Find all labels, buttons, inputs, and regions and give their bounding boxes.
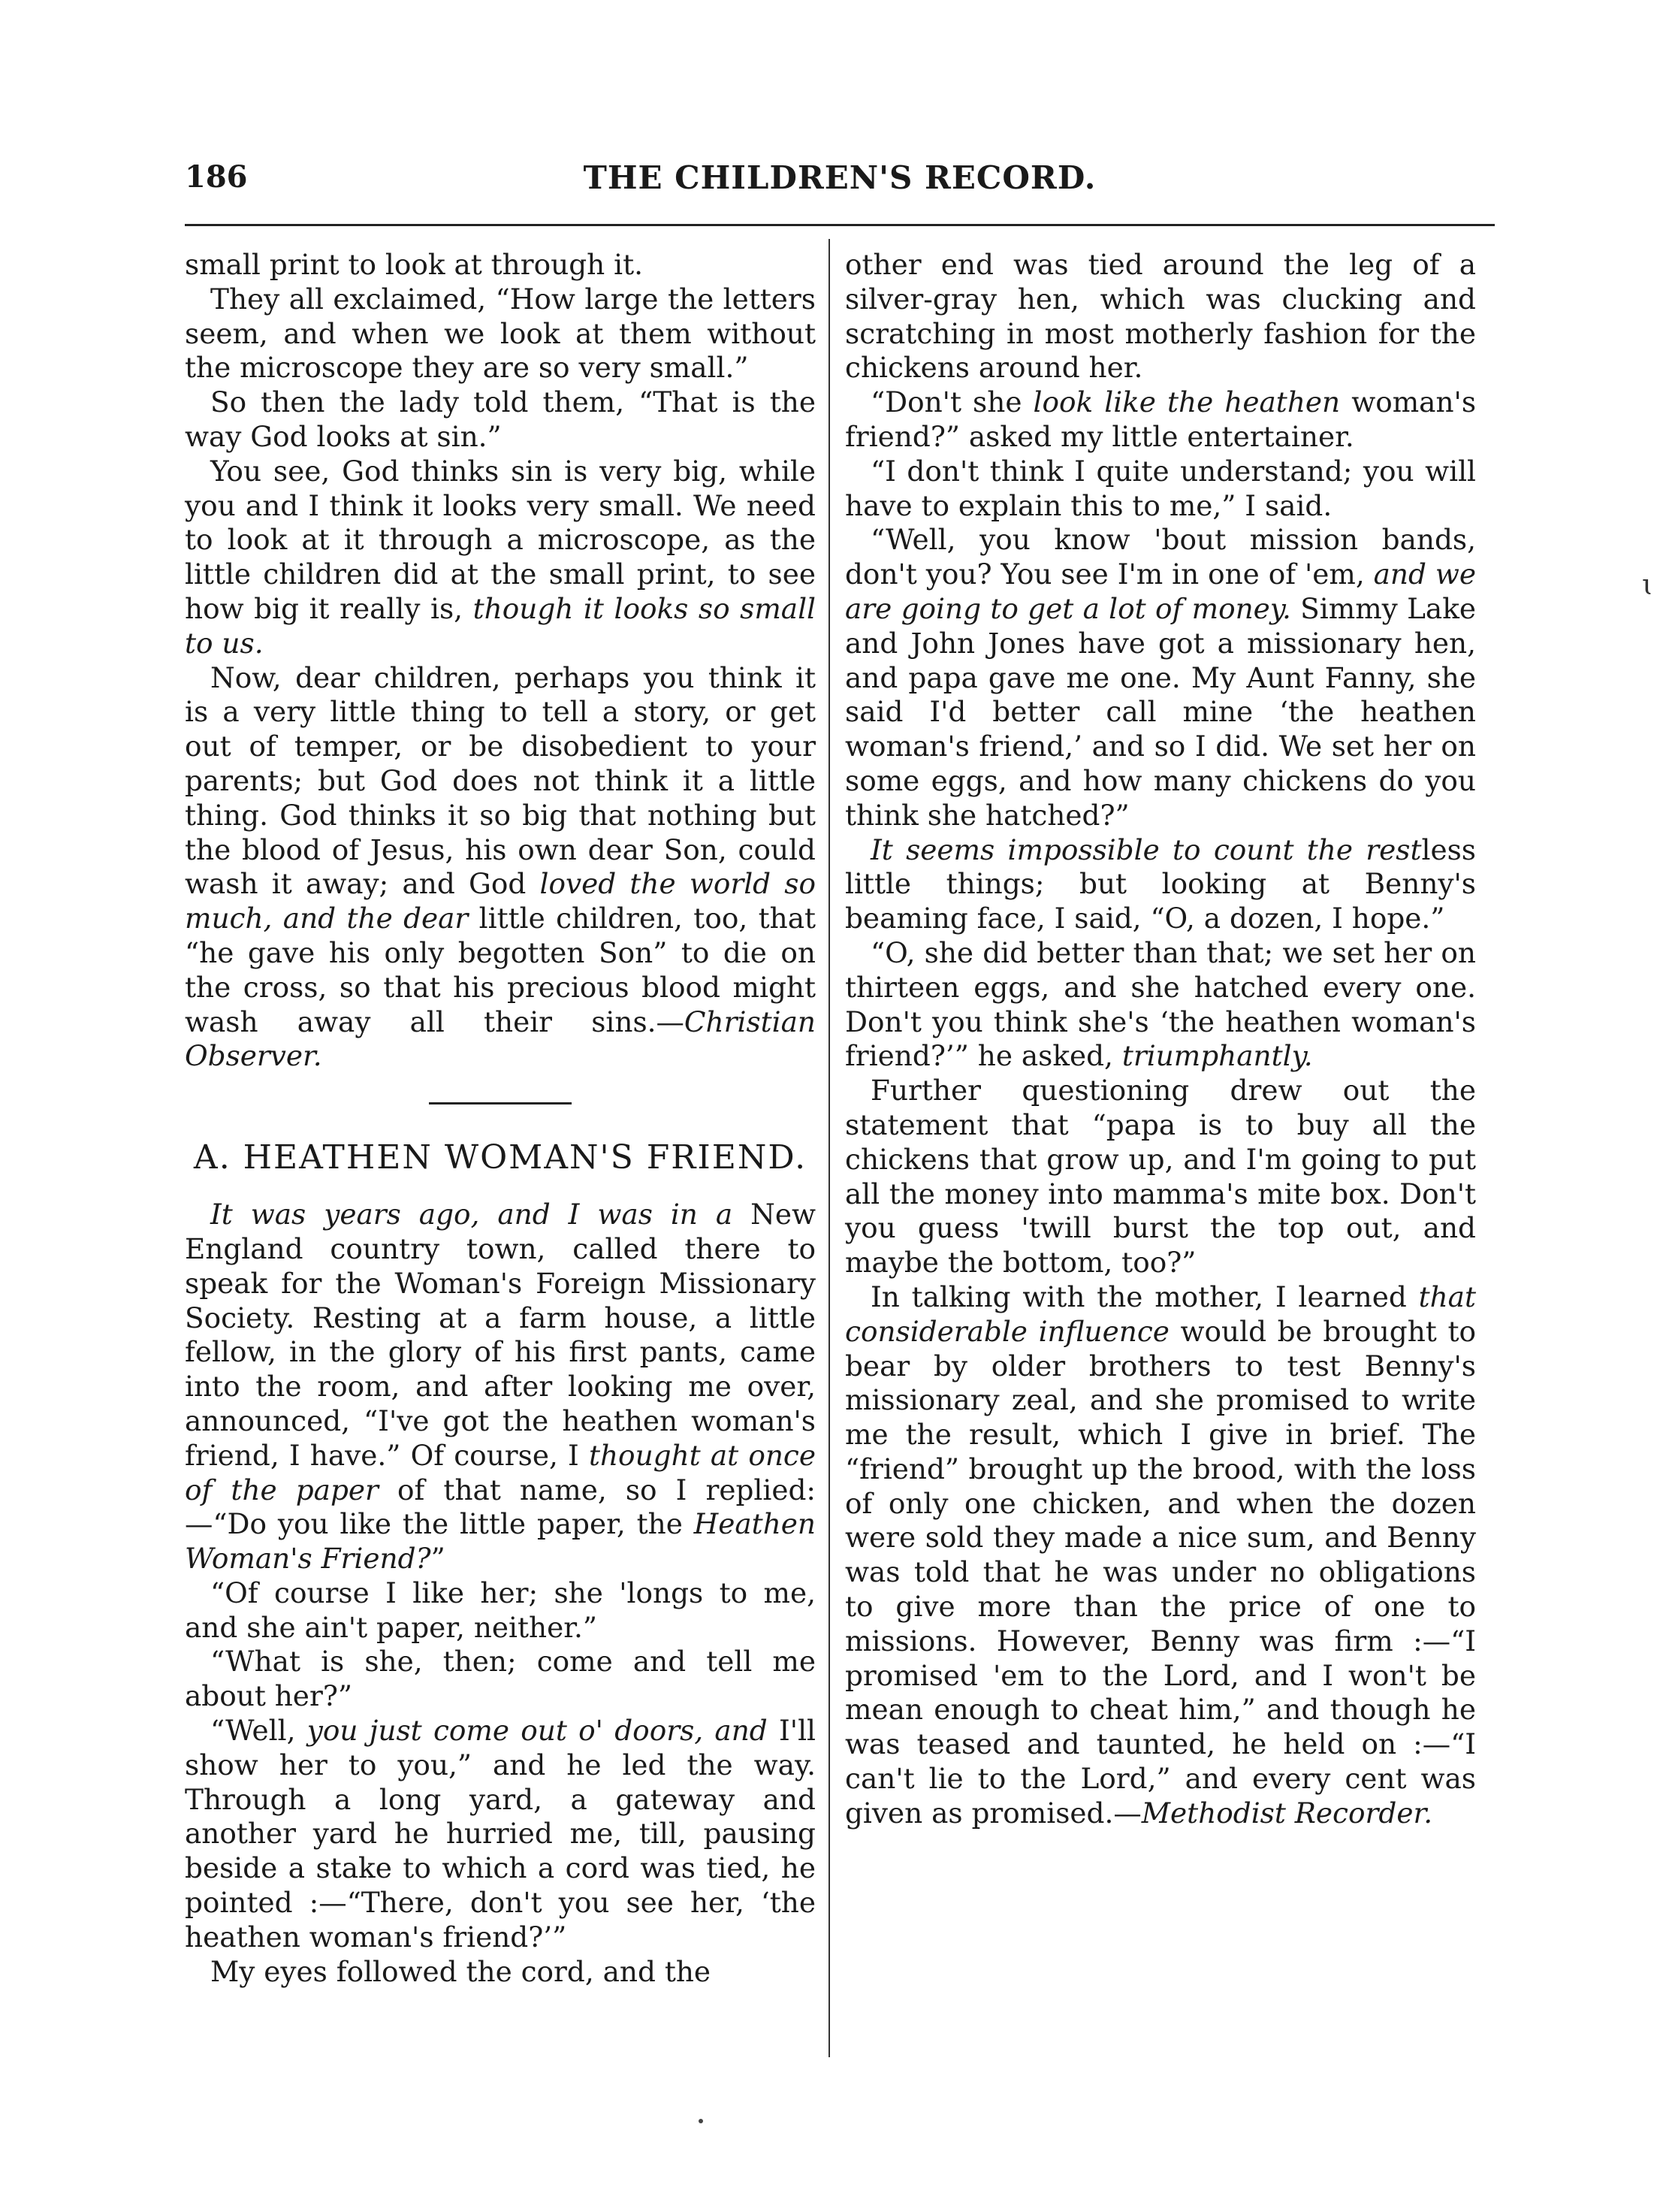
page-number: 186	[185, 159, 248, 195]
source-credit: Christian Observer.	[185, 1005, 816, 1073]
paragraph: “Don't she look like the heathen woman's friend?” asked my little entertainer.	[845, 385, 1477, 453]
ink-speck	[699, 2119, 703, 2123]
source-credit: Methodist Recorder.	[1141, 1796, 1433, 1830]
paragraph: small print to look at through it.	[185, 248, 643, 281]
paragraph: My eyes followed the cord, and the	[210, 1954, 711, 1988]
paragraph: “Well, you just come out o' doors, and I'll show her to you,” and he led the way. Through a long yard, a gateway and another yard he hurried me, till, pausing beside a stake to which a cord was tied, he pointed :—“There, don't you see her, ‘the heathen woman's friend?’”	[185, 1714, 816, 1954]
paragraph: “What is she, then; come and tell me about her?”	[185, 1645, 816, 1713]
running-title: THE CHILDREN'S RECORD.	[583, 159, 1097, 196]
paragraph: So then the lady told them, “That is the way God looks at sin.”	[185, 385, 816, 453]
paragraph: They all exclaimed, “How large the letters seem, and when we look at them without the microscope they are so very small.”	[185, 282, 816, 385]
article-title: A. HEATHEN WOMAN'S FRIEND.	[193, 1138, 807, 1177]
paragraph: other end was tied around the leg of a silver-gray hen, which was clucking and scratching in most motherly fashion for the chickens around her.	[845, 248, 1476, 385]
page-header	[185, 159, 1495, 204]
margin-mark: ɩ	[1642, 568, 1653, 601]
paragraph: “Of course I like her; she 'longs to me, and she ain't paper, neither.”	[185, 1576, 816, 1644]
column-divider	[828, 239, 830, 2057]
paragraph: “I don't think I quite understand; you will have to explain this to me,” I said.	[845, 454, 1476, 522]
paragraph: “Well, you know 'bout mission bands, don't you? You see I'm in one of 'em, and we are going to get a lot of money. Simmy Lake and John Jones have got a missionary hen, and papa gave me one. My Aunt Fanny, she said I'd better call mine ‘the heathen woman's friend,’ and so I did. We set her on some eggs, and how many chickens do you think she hatched?”	[845, 523, 1476, 832]
paragraph: It seems impossible to count the restless little things; but looking at Benny's beaming face, I said, “O, a dozen, I hope.”	[845, 833, 1476, 935]
right-column	[845, 248, 1476, 1831]
header-rule	[185, 224, 1495, 226]
section-divider	[429, 1102, 572, 1104]
paragraph: You see, God thinks sin is very big, while you and I think it looks very small. We need to look at it through a microscope, as the little children did at the small print, to see how big it really is, though it looks so small to us.	[185, 454, 816, 660]
paragraph: Further questioning drew out the statement that “papa is to buy all the chickens that grow up, and I'm going to put all the money into mamma's mite box. Don't you guess 'twill burst the top out, and maybe the bottom, too?”	[845, 1074, 1476, 1280]
paragraph: Now, dear children, perhaps you think it is a very little thing to tell a story, or get out of temper, or be disobedient to your parents; but God does not think it a little thing. God thinks it so big that nothing but the blood of Jesus, his own dear Son, could wash it away; and God loved the world so much, and the dear little children, too, that “he gave his only begotten Son” to die on the cross, so that his precious blood might wash away all their sins.—Christian Observer.	[185, 660, 816, 1073]
left-column	[185, 248, 816, 1989]
paragraph: It was years ago, and I was in a New England country town, called there to speak for the Woman's Foreign Missionary Society. Resting at a farm house, a little fellow, in the glory of his first pants, came into the room, and after looking me over, announced, “I've got the heathen woman's friend, I have.” Of course, I thought at once of the paper of that name, so I replied:—“Do you like the little paper, the Heathen Woman's Friend?”	[185, 1198, 816, 1576]
paragraph: “O, she did better than that; we set her on thirteen eggs, and she hatched every one. Don't you think she's ‘the heathen woman's friend?’” he asked, triumphantly.	[845, 935, 1476, 1073]
paragraph: In talking with the mother, I learned that considerable influence would be brought to bear by older brothers to test Benny's missionary zeal, and she promised to write me the result, which I give in brief. The “friend” brought up the brood, with the loss of only one chicken, and when the dozen were sold they made a nice sum, and Benny was told that he was under no obligations to give more than the price of one to missions. However, Benny was firm :—“I promised 'em to the Lord, and I won't be mean enough to cheat him,” and though he was teased and taunted, he held on :—“I can't lie to the Lord,” and every cent was given as promised.—Methodist Recorder.	[845, 1280, 1476, 1830]
